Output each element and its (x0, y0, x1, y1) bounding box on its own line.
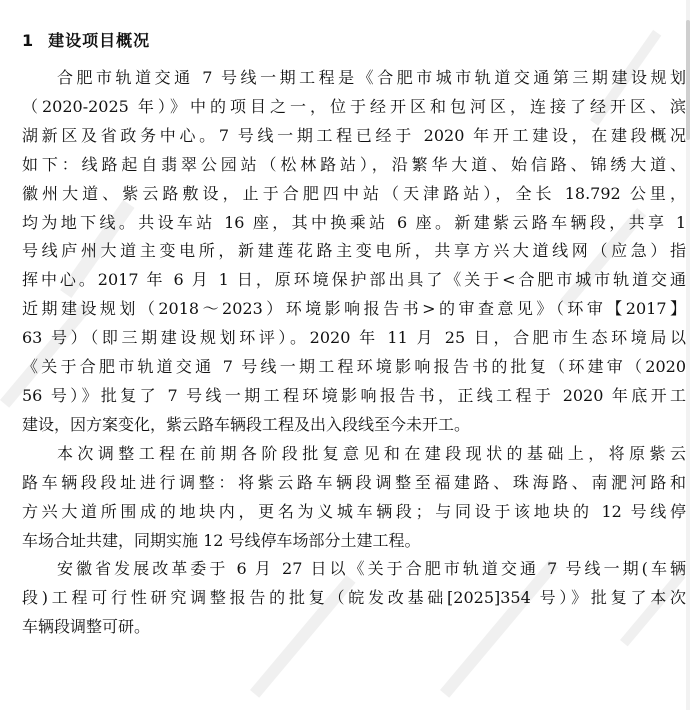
text-line: 车场合址共建，同期实施 12 号线停车场部分土建工程。 (22, 530, 421, 550)
text-line: 《关于合肥市轨道交通 7 号线一期工程环境影响报告书的批复（环建审（2020 (22, 357, 686, 377)
text-line: 路车辆段段址进行调整：将紫云路车辆段调整至福建路、珠海路、南淝河路和 (22, 472, 686, 492)
text-line: 车辆段调整可研。 (22, 617, 151, 637)
text-line: （2020-2025 年）》中的项目之一，位于经开区和包河区，连接了经开区、滨 (22, 96, 686, 116)
section-heading (22, 28, 150, 51)
text-line: 如下：线路起自翡翠公园站（松林路站），沿繁华大道、始信路、锦绣大道、 (22, 154, 686, 174)
text-line: 方兴大道所围成的地块内，更名为义城车辆段；与同设于该地块的 12 号线停 (22, 501, 686, 521)
scrollbar-thumb[interactable] (686, 20, 690, 140)
vertical-scrollbar[interactable] (686, 0, 690, 710)
text-line: 安徽省发展改革委于 6 月 27 日以《关于合肥市轨道交通 7 号线一期(车辆 (57, 559, 686, 579)
text-line: 56 号）》批复了 7 号线一期工程环境影响报告书，正线工程于 2020 年底开工 (22, 385, 686, 405)
text-line: 本次调整工程在前期各阶段批复意见和在建段现状的基础上，将原紫云 (57, 443, 686, 463)
text-line: 均为地下线。共设车站 16 座，其中换乘站 6 座。新建紫云路车辆段，共享 1 (22, 212, 686, 232)
paragraph-2 (22, 440, 686, 556)
paragraph-1 (22, 64, 686, 440)
text-line: 段)工程可行性研究调整报告的批复（皖发改基础[2025]354 号）》批复了本次 (22, 588, 686, 608)
text-line: 徽州大道、紫云路敷设，止于合肥四中站（天津路站），全长 18.792 公里， (22, 183, 686, 203)
text-line: 建设，因方案变化，紫云路车辆段工程及出入段线至今未开工。 (22, 414, 471, 434)
text-line: 近期建设规划（2018～2023）环境影响报告书>的审查意见》（环审【2017】 (22, 299, 686, 319)
section-title-text: 建设项目概况 (48, 31, 151, 50)
document-body (22, 64, 686, 642)
text-line: 63 号）（即三期建设规划环评）。2020 年 11 月 25 日，合肥市生态环境局以 (22, 328, 686, 348)
section-number: 1 (22, 31, 35, 50)
text-line: 号线庐州大道主变电所，新建莲花路主变电所，共享方兴大道线网（应急）指 (22, 241, 686, 261)
text-line: 合肥市轨道交通 7 号线一期工程是《合肥市城市轨道交通第三期建设规划 (57, 68, 686, 87)
paragraph-3 (22, 555, 686, 642)
text-line: 挥中心。2017 年 6 月 1 日，原环境保护部出具了《关于<合肥市城市轨道交通 (22, 270, 686, 290)
text-line: 湖新区及省政务中心。7 号线一期工程已经于 2020 年开工建设，在建段概况 (22, 125, 686, 145)
